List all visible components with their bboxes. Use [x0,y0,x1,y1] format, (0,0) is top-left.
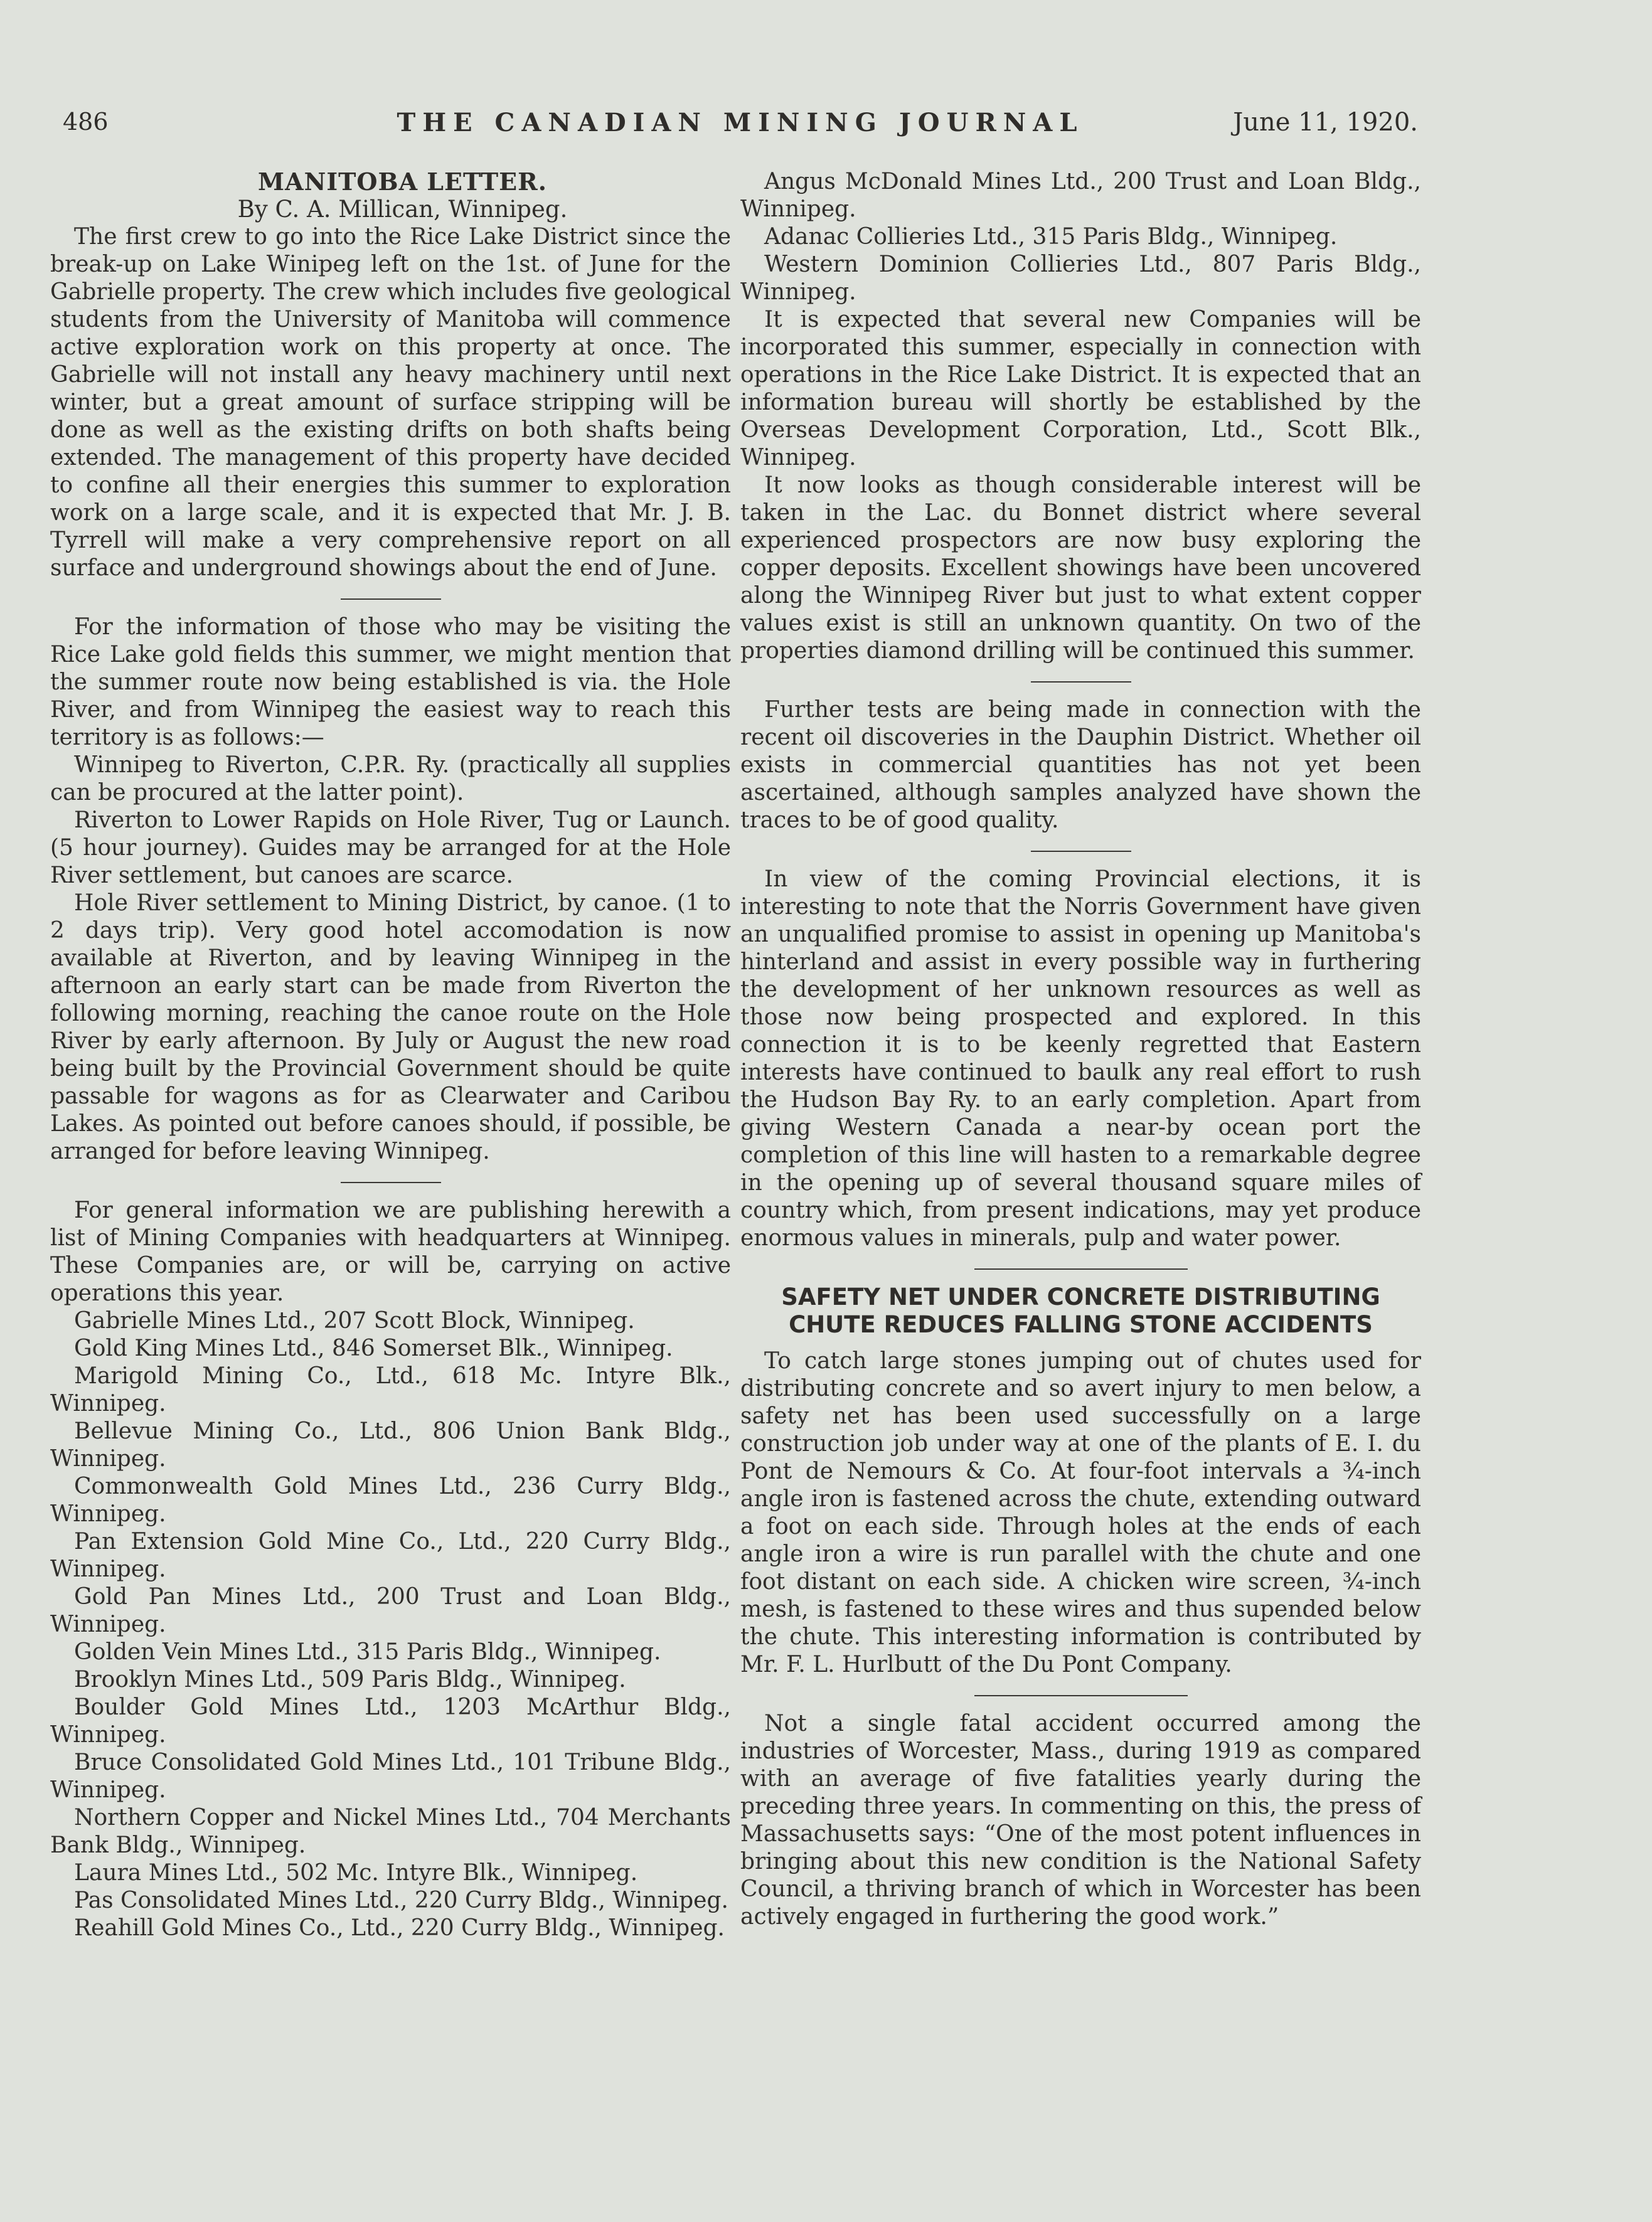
paragraph: Further tests are being made in connection with the recent oil discoveries in the Dauphin District. Whether oil exists in commercial quantities has not yet been ascertained, although samples analyzed have shown the traces to be of good quality. [740,697,1421,833]
paragraph: To catch large stones jumping out of chutes used for distributing concrete and so avert injury to men below, a safety net has been used successfully on a large construction job under way at one of the plants of E. I. du Pont de Nemours & Co. At four-foot intervals a ¾-inch angle iron is fastened across the chute, extending outward a foot on each side. Through holes at the ends of each angle iron a wire is run parallel with the chute and one foot distant on each side. A chicken wire screen, ¾-inch mesh, is fastened to these wires and thus supended below the chute. This interesting information is contributed by Mr. F. L. Hurlbutt of the Du Pont Company. [740,1348,1421,1677]
company-entry: Bruce Consolidated Gold Mines Ltd., 101 Tribune Bldg., Winnipeg. [50,1750,731,1803]
paragraph: Not a single fatal accident occurred among the industries of Worcester, Mass., during 1919 as compared with an average of five fatalities yearly during the preceding three years. In commenting on this, the press of Massachusetts says: “One of the most potent influences in bringing about this new condition is the National Safety Council, a thriving branch of which in Worcester has been actively engaged in furthering the good work.” [740,1711,1421,1930]
paragraph: It now looks as though considerable interest will be taken in the Lac. du Bonnet district where several experienced prospectors are now busy exploring the copper deposits. Excellent showings have been uncovered along the Winnipeg River but just to what extent copper values exist is still an unknown quantity. On two of the properties diamond drilling will be continued this summer. [740,472,1421,664]
company-entry: Reahill Gold Mines Co., Ltd., 220 Curry Bldg., Winnipeg. [74,1915,725,1941]
journal-title: THE CANADIAN MINING JOURNAL [397,108,1084,137]
company-entry: Golden Vein Mines Ltd., 315 Paris Bldg., Winnipeg. [74,1639,661,1665]
company-entry: Western Dominion Collieries Ltd., 807 Paris Bldg., Winnipeg. [740,252,1421,305]
company-entry: Bellevue Mining Co., Ltd., 806 Union Bank Bldg., Winnipeg. [50,1418,731,1472]
route-step: Winnipeg to Riverton, C.P.R. Ry. (practically all supplies can be procured at the latter point). [50,752,731,805]
company-entry: Boulder Gold Mines Ltd., 1203 McArthur Bldg., Winnipeg. [50,1694,731,1748]
section-divider [341,598,441,600]
company-entry: Gold King Mines Ltd., 846 Somerset Blk., Winnipeg. [74,1336,673,1361]
section-divider [1031,681,1131,683]
company-entry: Commonwealth Gold Mines Ltd., 236 Curry Bldg., Winnipeg. [50,1474,731,1527]
company-entry: Pan Extension Gold Mine Co., Ltd., 220 Curry Bldg., Winnipeg. [50,1529,731,1582]
company-list [50,1307,731,1942]
page-number: 486 [63,108,109,136]
section-divider [974,1695,1188,1696]
paragraph: It is expected that several new Companies will be incorporated this summer, especially in connection with operations in the Rice Lake District. It is expected that an information bureau will shortly be established by the Overseas Development Corporation, Ltd., Scott Blk., Winnipeg. [740,307,1421,470]
paragraph: For the information of those who may be visiting the Rice Lake gold fields this summer, we might mention that the summer route now being established is via. the Hole River, and from Winnipeg the easiest way to reach this territory is as follows:— [50,614,731,750]
company-entry: Adanac Collieries Ltd., 315 Paris Bldg., Winnipeg. [764,224,1338,250]
company-entry: Pas Consolidated Mines Ltd., 220 Curry Bldg., Winnipeg. [74,1888,728,1913]
section-divider [974,1268,1188,1270]
safety-net-article-title: SAFETY NET UNDER CONCRETE DISTRIBUTING CHUTE REDUCES FALLING STONE ACCIDENTS [781,1284,1380,1338]
route-step: Riverton to Lower Rapids on Hole River, Tug or Launch. (5 hour journey). Guides may be arranged for at the Hole River settlement, but canoes are scarce. [50,807,731,888]
right-column [740,168,1421,1931]
company-entry: Northern Copper and Nickel Mines Ltd., 704 Merchants Bank Bldg., Winnipeg. [50,1805,731,1858]
company-entry: Marigold Mining Co., Ltd., 618 Mc. Intyre Blk., Winnipeg. [50,1363,731,1417]
section-divider [341,1182,441,1183]
route-step: Hole River settlement to Mining District, by canoe. (1 to 2 days trip). Very good hotel accomodation is now available at Riverton, and by leaving Winnipeg in the afternoon an early start can be made from Riverton the following morning, reaching the canoe route on the Hole River by early afternoon. By July or August the new road being built by the Provincial Government should be quite passable for wagons as for as Clearwater and Caribou Lakes. As pointed out before canoes should, if possible, be arranged for before leaving Winnipeg. [50,890,731,1164]
company-entry: Angus McDonald Mines Ltd., 200 Trust and Loan Bldg., Winnipeg. [740,169,1421,222]
section-divider [1031,851,1131,852]
paragraph: In view of the coming Provincial elections, it is interesting to note that the Norris Government have given an unqualified promise to assist in opening up Manitoba's hinterland and assist in every possible way in furthering the development of her unknown resources as well as those now being prospected and explored. In this connection it is to be keenly regretted that Eastern interests have continued to baulk any real effort to rush the Hudson Bay Ry. to an early completion. Apart from giving Western Canada a near-by ocean port the completion of this line will hasten to a remarkable degree in the opening up of several thousand square miles of country which, from present indications, may yet produce enormous values in minerals, pulp and water power. [740,866,1421,1251]
left-column [50,168,731,1942]
company-entry: Brooklyn Mines Ltd., 509 Paris Bldg., Winnipeg. [74,1667,626,1693]
company-list-continued [740,168,1421,306]
company-entry: Laura Mines Ltd., 502 Mc. Intyre Blk., Winnipeg. [74,1860,638,1886]
article-byline: By C. A. Millican, Winnipeg. [237,196,568,223]
company-entry: Gold Pan Mines Ltd., 200 Trust and Loan Bldg., Winnipeg. [50,1584,731,1637]
paragraph: The first crew to go into the Rice Lake District since the break-up on Lake Winipeg left on the 1st. of June for the Gabrielle property. The crew which includes five geological students from the University of Manitoba will commence active exploration work on this property at once. The Gabrielle will not install any heavy machinery until next winter, but a great amount of surface stripping will be done as well as the existing drifts on both shafts being extended. The management of this property have decided to confine all their energies this summer to exploration work on a large scale, and it is expected that Mr. J. B. Tyrrell will make a very comprehensive report on all surface and underground showings about the end of June. [50,224,731,581]
page-header [63,108,1418,152]
article-title: MANITOBA LETTER. [258,167,547,196]
paragraph: For general information we are publishing herewith a list of Mining Companies with headquarters at Winnipeg. These Companies are, or will be, carrying on active operations this year. [50,1198,731,1306]
company-entry: Gabrielle Mines Ltd., 207 Scott Block, Winnipeg. [74,1308,635,1334]
issue-date: June 11, 1920. [1233,108,1418,137]
